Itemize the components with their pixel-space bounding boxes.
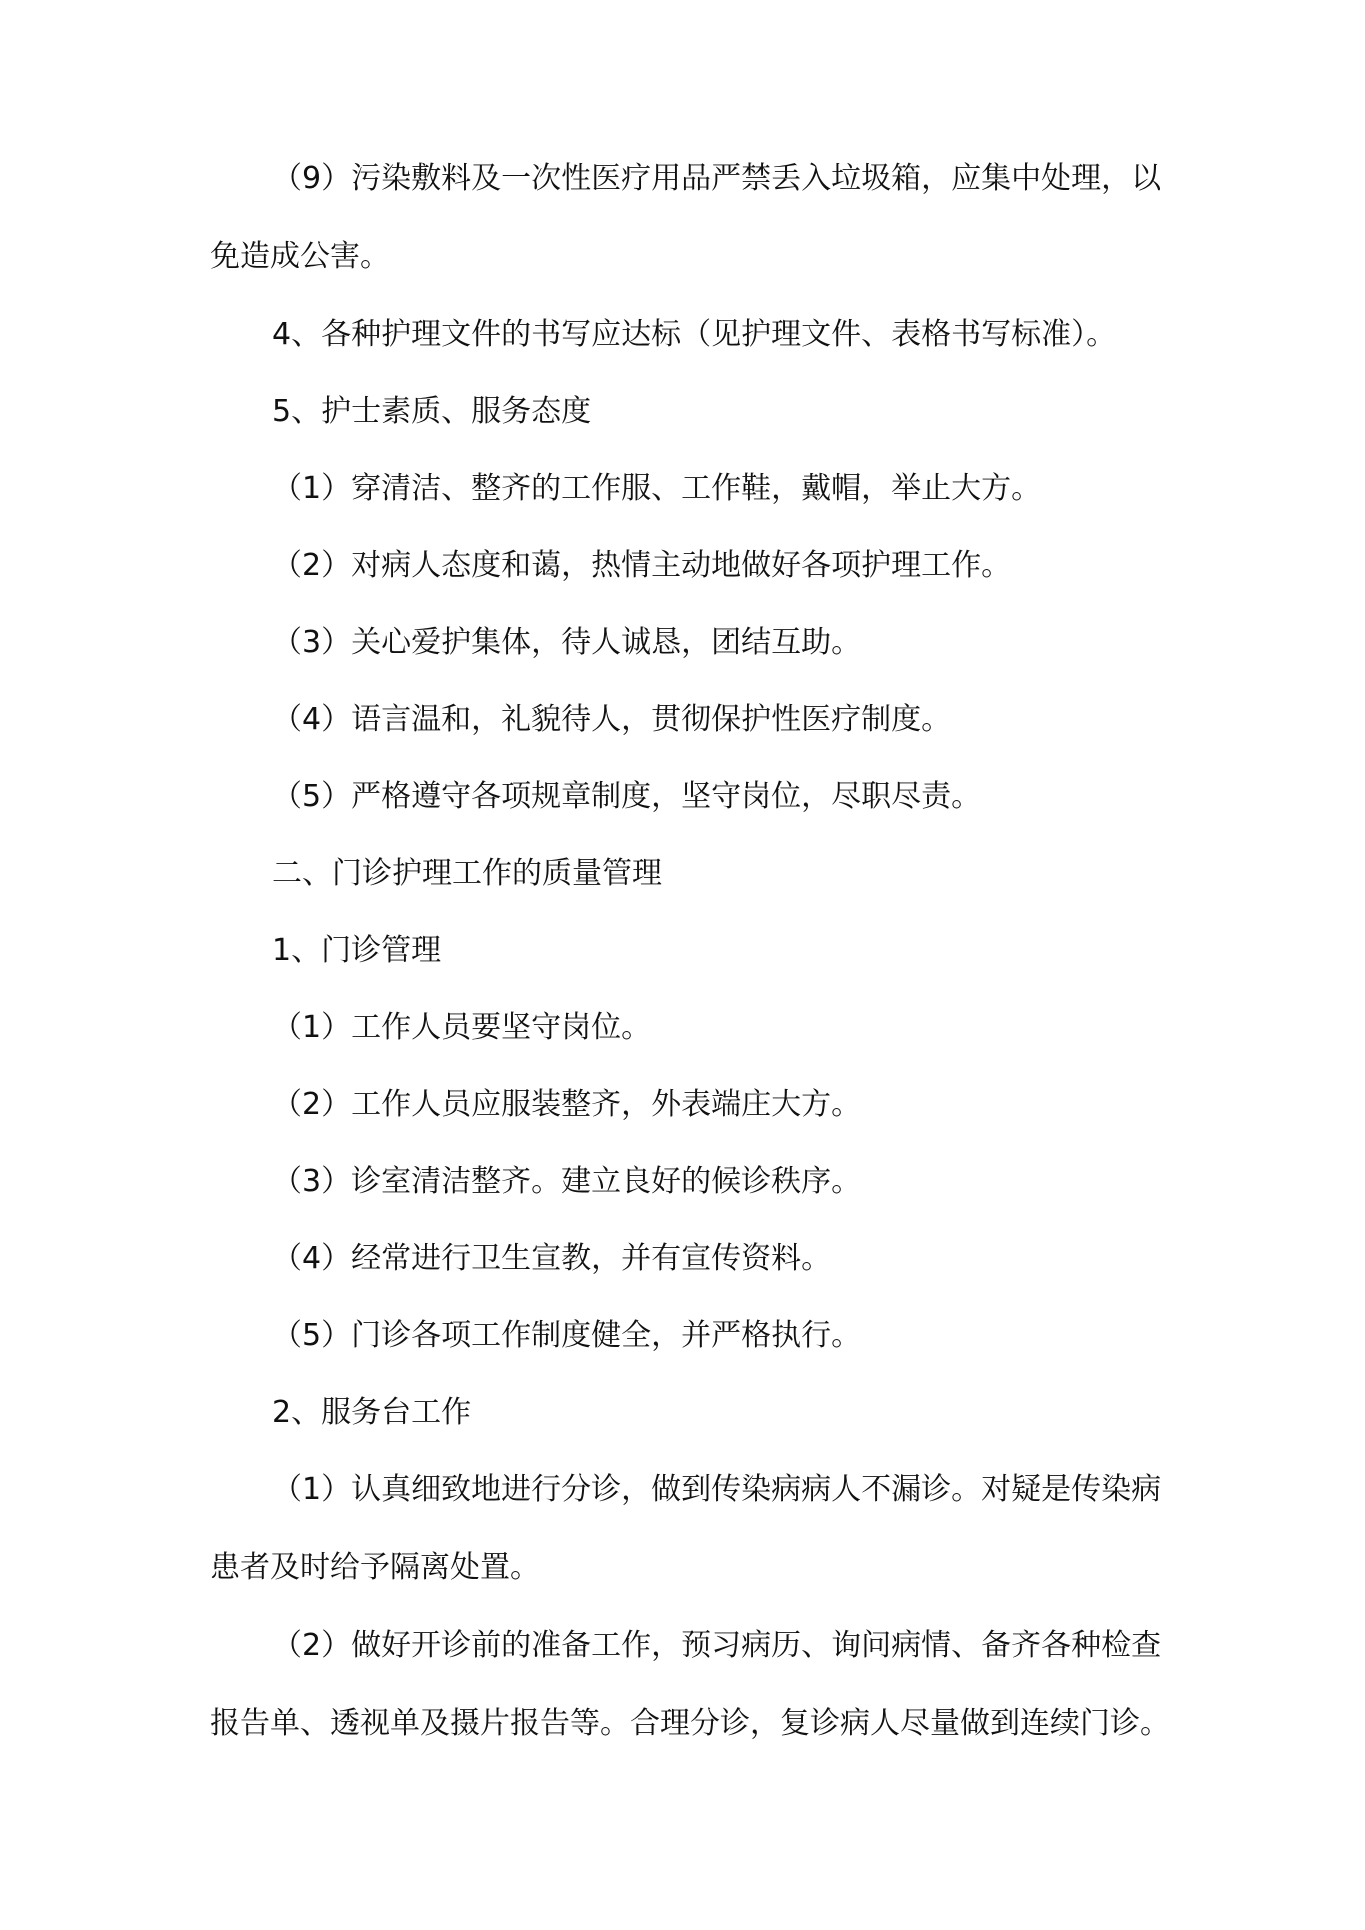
paragraph-outpatient-item-3: （3）诊室清洁整齐。建立良好的候诊秩序。 bbox=[272, 1164, 862, 1199]
paragraph-item-9-dressing-disposal: （9）污染敷料及一次性医疗用品严禁丢入垃圾箱，应集中处理，以免造成公害。 bbox=[210, 161, 1162, 274]
paragraph-item-5-rules: （5）严格遵守各项规章制度，坚守岗位，尽职尽责。 bbox=[272, 779, 982, 814]
paragraph-nursing-documents: 4、各种护理文件的书写应达标（见护理文件、表格书写标准）。 bbox=[272, 317, 1117, 352]
paragraph-item-4-language: （4）语言温和，礼貌待人，贯彻保护性医疗制度。 bbox=[272, 702, 952, 737]
heading-service-desk: 2、服务台工作 bbox=[272, 1395, 472, 1430]
paragraph-item-1-uniform: （1）穿清洁、整齐的工作服、工作鞋，戴帽，举止大方。 bbox=[272, 471, 1042, 506]
paragraph-item-3-collective: （3）关心爱护集体，待人诚恳，团结互助。 bbox=[272, 625, 862, 660]
heading-outpatient-management: 1、门诊管理 bbox=[272, 933, 442, 968]
paragraph-service-item-2: （2）做好开诊前的准备工作，预习病历、询问病情、备齐各种检查报告单、透视单及摄片报告等。合理分诊，复诊病人尽量做到连续门诊。 bbox=[210, 1628, 1170, 1741]
paragraph-outpatient-item-4: （4）经常进行卫生宣教，并有宣传资料。 bbox=[272, 1241, 832, 1276]
heading-nurse-quality-service: 5、护士素质、服务态度 bbox=[272, 394, 592, 429]
paragraph-outpatient-item-1: （1）工作人员要坚守岗位。 bbox=[272, 1010, 652, 1045]
paragraph-outpatient-item-5: （5）门诊各项工作制度健全，并严格执行。 bbox=[272, 1318, 862, 1353]
heading-outpatient-quality: 二、门诊护理工作的质量管理 bbox=[272, 856, 662, 891]
paragraph-service-item-1: （1）认真细致地进行分诊，做到传染病病人不漏诊。对疑是传染病患者及时给予隔离处置。 bbox=[210, 1472, 1162, 1585]
paragraph-item-2-attitude: （2）对病人态度和蔼，热情主动地做好各项护理工作。 bbox=[272, 548, 1012, 583]
paragraph-outpatient-item-2: （2）工作人员应服装整齐，外表端庄大方。 bbox=[272, 1087, 862, 1122]
